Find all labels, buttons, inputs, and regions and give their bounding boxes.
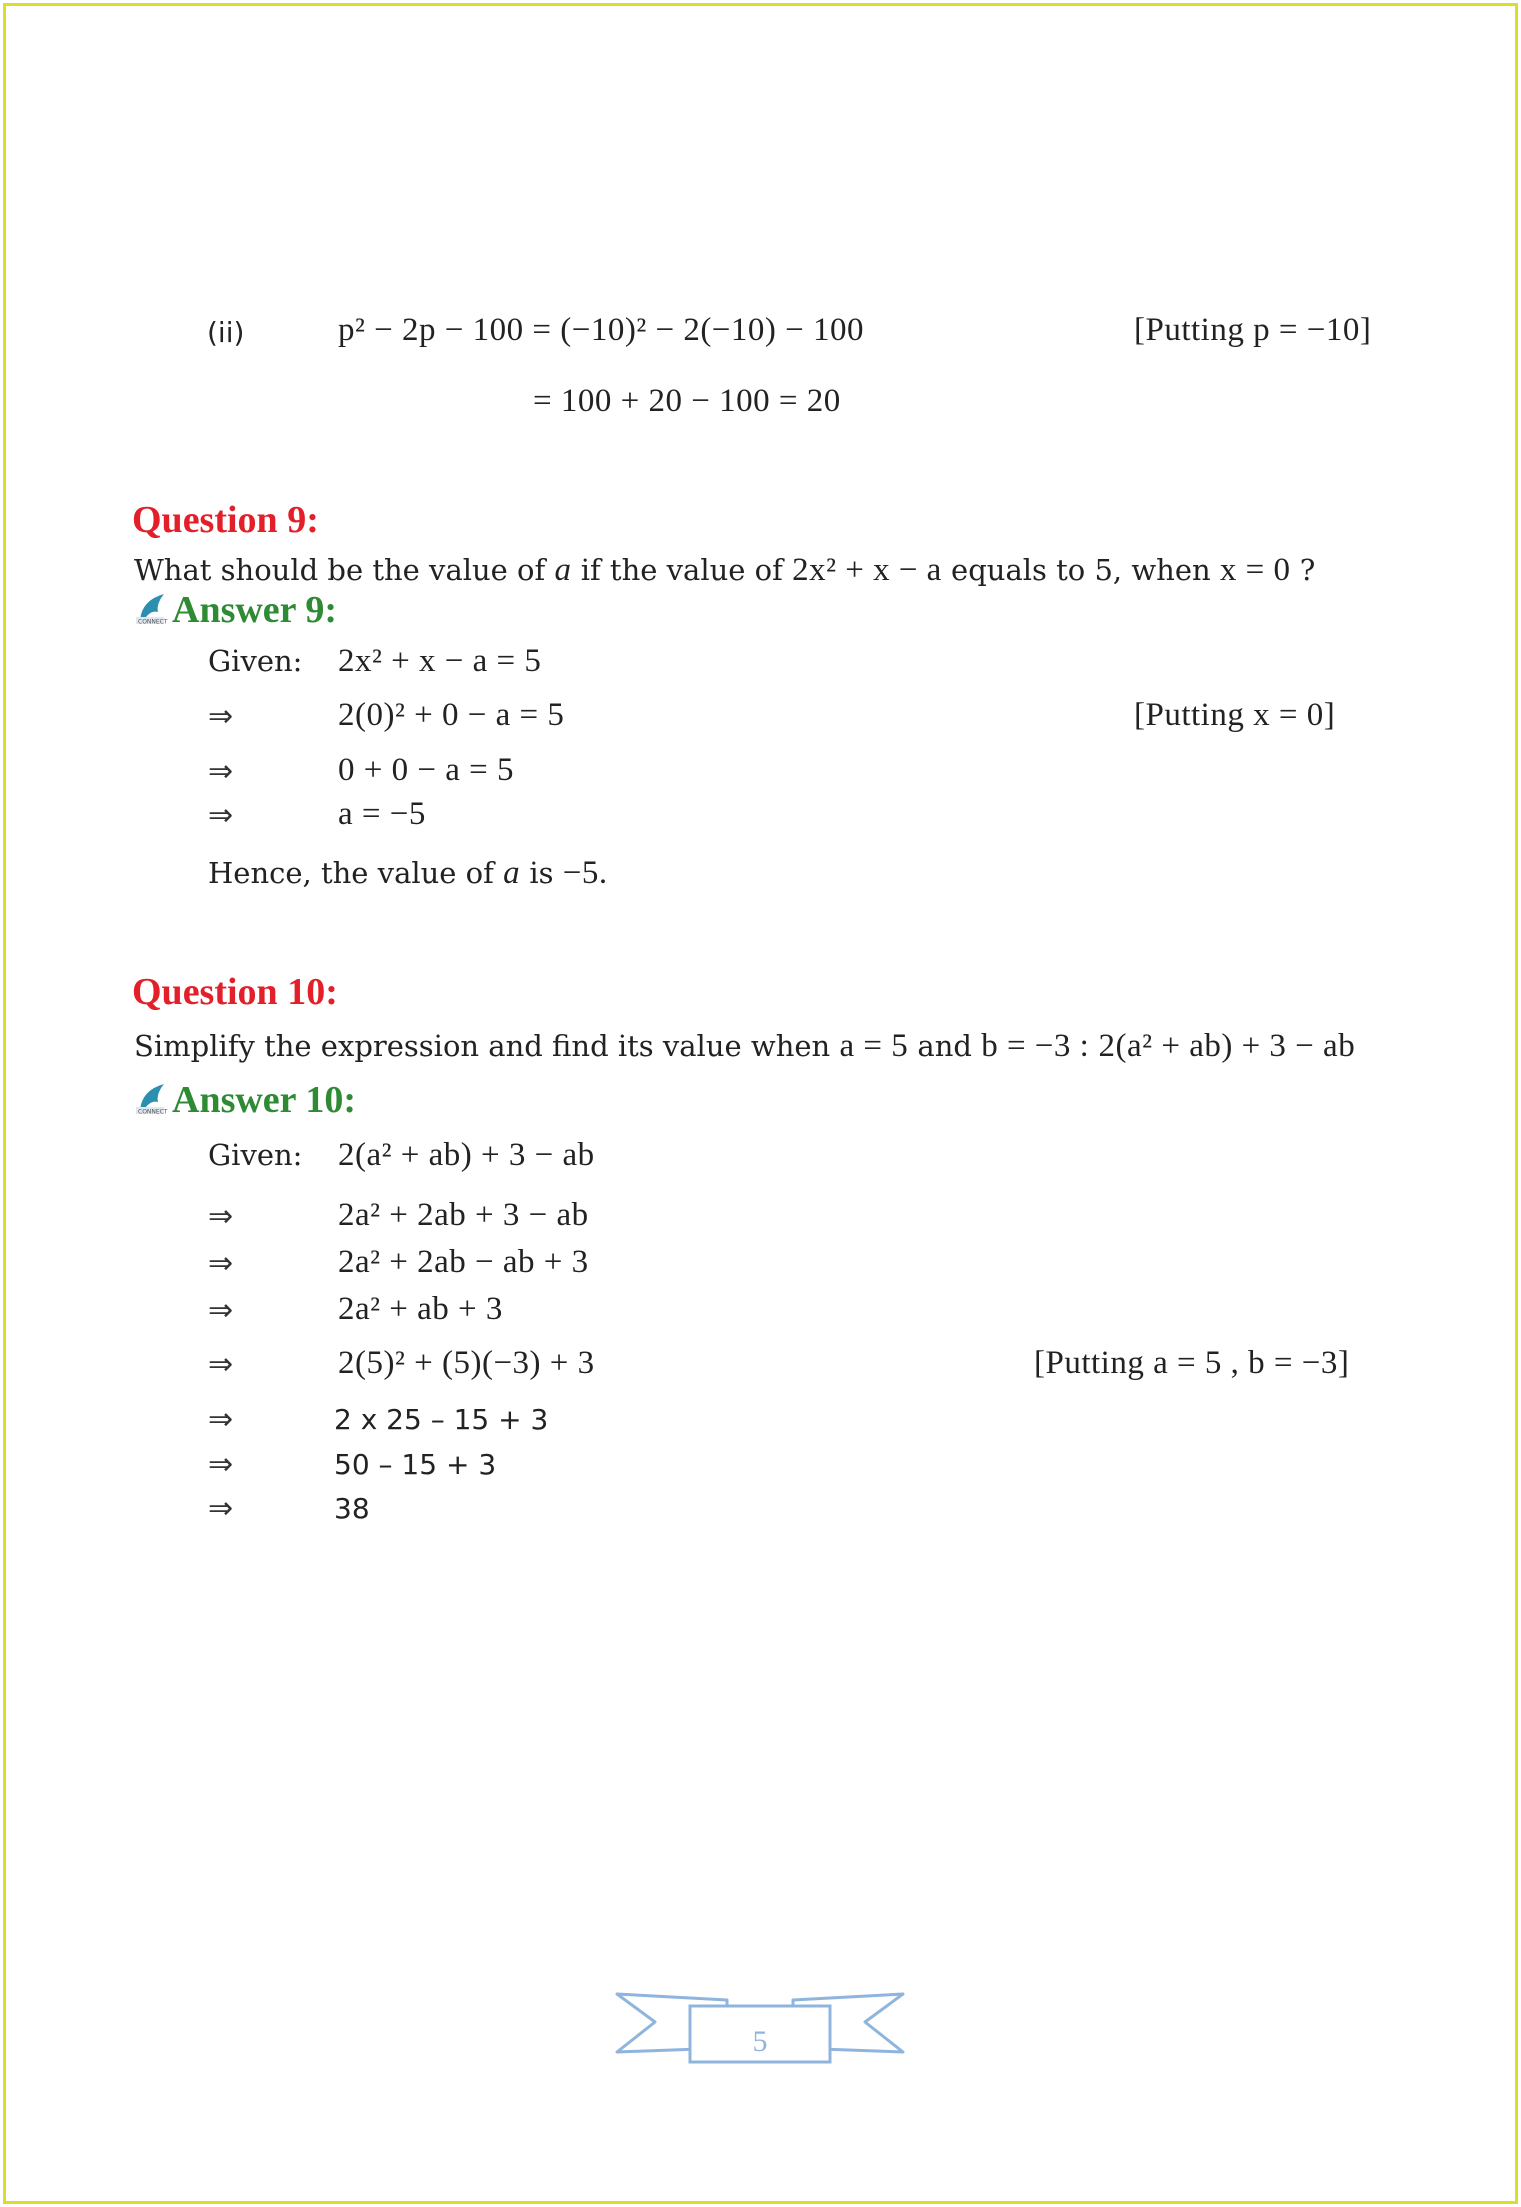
answer-10-step-4-note: [Putting a = 5 , b = −3]	[1034, 1345, 1350, 1381]
part-label: (ii)	[207, 316, 245, 349]
implies-arrow: ⇒	[208, 754, 234, 789]
question-10-text: Simplify the expression and find its value when a = 5 and b = −3 : 2(a² + ab) + 3 − ab	[134, 1028, 1356, 1064]
question-9-heading: Question 9:	[132, 499, 319, 541]
answer-9-step-1: 2(0)² + 0 − a = 5	[338, 697, 565, 733]
answer-10-given-label: Given:	[208, 1138, 303, 1172]
answer-10-step-6: 50 – 15 + 3	[334, 1448, 497, 1481]
svg-text:CONNECT: CONNECT	[138, 618, 168, 626]
answer-9-given: 2x² + x − a = 5	[338, 643, 542, 679]
implies-arrow: ⇒	[208, 1246, 234, 1281]
answer-9-given-label: Given:	[208, 644, 303, 678]
prev-note: [Putting p = −10]	[1134, 312, 1372, 348]
answer-10-step-1: 2a² + 2ab + 3 − ab	[338, 1197, 589, 1233]
answer-9-conclusion: Hence, the value of a is −5.	[208, 855, 608, 891]
implies-arrow: ⇒	[208, 699, 234, 734]
answer-10-step-7: 38	[334, 1492, 370, 1525]
answer-10-heading: Answer 10:	[172, 1079, 357, 1121]
prev-equation: p² − 2p − 100 = (−10)² − 2(−10) − 100	[338, 312, 865, 348]
answer-9-step-2: 0 + 0 − a = 5	[338, 752, 514, 788]
prev-equation-2: = 100 + 20 − 100 = 20	[533, 383, 841, 419]
implies-arrow: ⇒	[208, 1347, 234, 1382]
implies-arrow: ⇒	[208, 798, 234, 833]
implies-arrow: ⇒	[208, 1447, 234, 1482]
question-9-text: What should be the value of a if the value of 2x² + x − a equals to 5, when x = 0 ?	[134, 552, 1316, 588]
answer-logo-icon	[134, 1080, 170, 1116]
answer-10-step-3: 2a² + ab + 3	[338, 1291, 503, 1327]
answer-10-given: 2(a² + ab) + 3 − ab	[338, 1137, 595, 1173]
implies-arrow: ⇒	[208, 1491, 234, 1526]
answer-10-step-2: 2a² + 2ab − ab + 3	[338, 1244, 589, 1280]
svg-text:CONNECT: CONNECT	[138, 1108, 168, 1116]
answer-logo-icon	[134, 590, 170, 626]
question-10-heading: Question 10:	[132, 971, 338, 1013]
answer-10-step-5: 2 x 25 – 15 + 3	[334, 1403, 549, 1436]
answer-9-heading: Answer 9:	[172, 589, 338, 631]
answer-9-step-3: a = −5	[338, 796, 426, 832]
implies-arrow: ⇒	[208, 1199, 234, 1234]
implies-arrow: ⇒	[208, 1293, 234, 1328]
implies-arrow: ⇒	[208, 1402, 234, 1437]
answer-10-step-4: 2(5)² + (5)(−3) + 3	[338, 1345, 595, 1381]
page-number: 5	[752, 2025, 768, 2058]
answer-9-step-1-note: [Putting x = 0]	[1134, 697, 1336, 733]
